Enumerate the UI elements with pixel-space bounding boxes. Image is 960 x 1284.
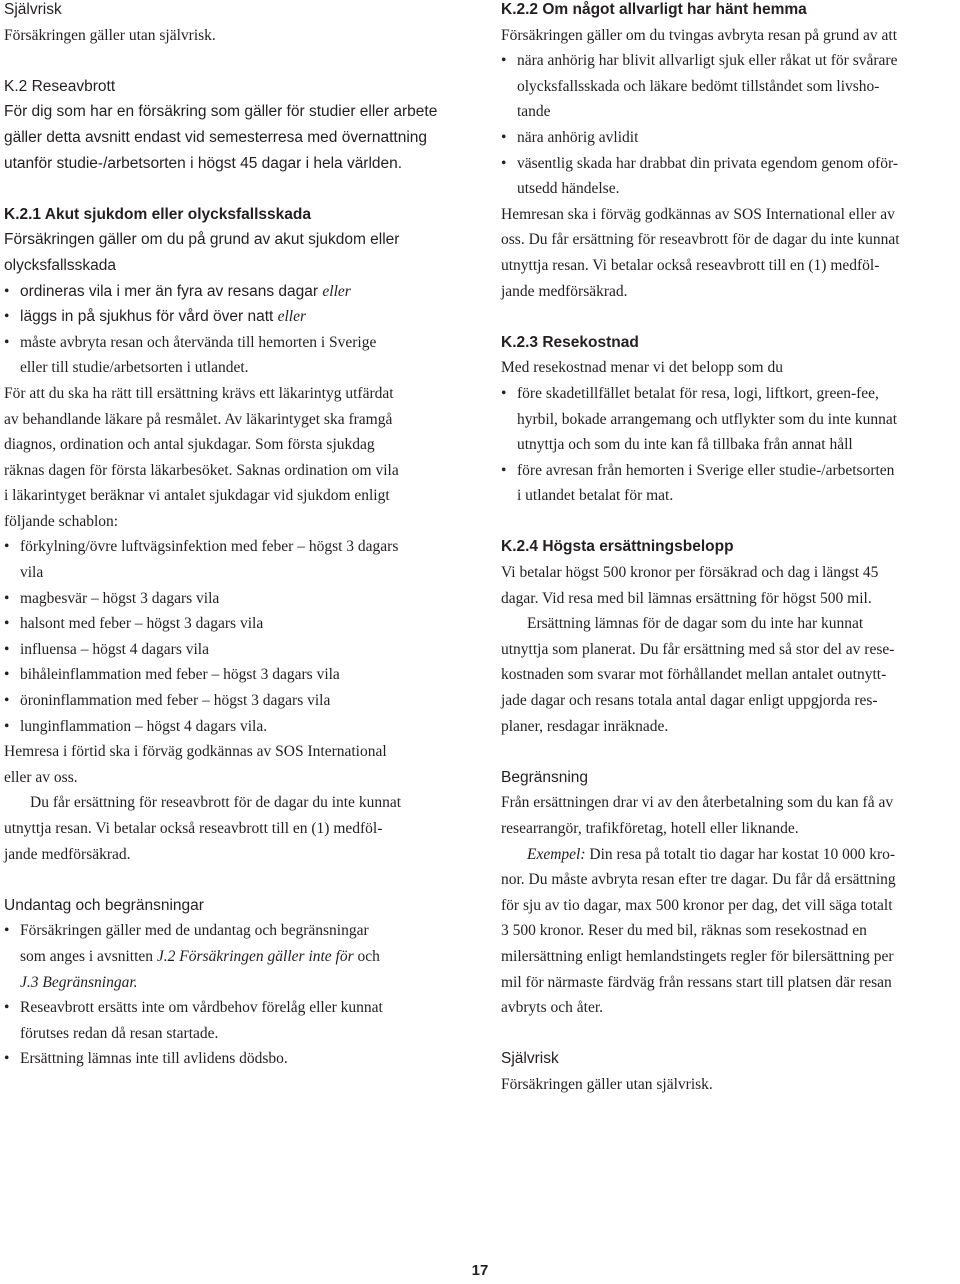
sjalvrisk-heading: Självrisk bbox=[501, 1050, 559, 1068]
k24-para-line: planer, resdagar inräknade. bbox=[501, 717, 669, 735]
schablon-item: • öroninflammation med feber – högst 3 dagars vila bbox=[4, 688, 476, 714]
k22-intro: Försäkringen gäller om du tvingas avbryta resan på grund av att bbox=[501, 26, 897, 44]
k2-text-line: utanför studie-/arbetsorten i högst 45 dagar i hela världen. bbox=[4, 154, 403, 172]
k21-bullet: • måste avbryta resan och återvända till hemorten i Sverige bbox=[4, 330, 476, 356]
k23-bullet-cont: utnyttja och som du inte kan få tillbaka från annat håll bbox=[517, 436, 853, 454]
k22-bullet: • nära anhörig avlidit bbox=[501, 125, 957, 151]
k21-para-line: följande schablon: bbox=[4, 512, 119, 530]
hemresa-line: eller av oss. bbox=[4, 768, 78, 786]
schablon-item: • bihåleinflammation med feber – högst 3 dagars vila bbox=[4, 662, 476, 688]
sjalvrisk-heading: Självrisk bbox=[4, 1, 62, 18]
schablon-item: • magbesvär – högst 3 dagars vila bbox=[4, 586, 476, 612]
undantag-bullet: • Försäkringen gäller med de undantag och begränsningar bbox=[4, 918, 476, 944]
schablon-item: • lunginflammation – högst 4 dagars vila. bbox=[4, 714, 476, 740]
k23-bullet-cont: i utlandet betalat för mat. bbox=[517, 487, 674, 505]
k2-text-line: gäller detta avsnitt endast vid semesterresa med övernattning bbox=[4, 128, 428, 146]
k21-para-line: För att du ska ha rätt till ersättning krävs ett läkarintyg utfärdat bbox=[4, 384, 394, 402]
undantag-bullet-cont: J.3 Begränsningar. bbox=[20, 973, 138, 991]
k24-para-line: utnyttja som planerat. Du får ersättning med så stor del av rese- bbox=[501, 640, 895, 658]
exempel-line: nor. Du måste avbryta resan efter tre dagar. Du får då ersättning bbox=[501, 871, 896, 889]
k21-para-line: i läkarintyget beräknar vi antalet sjukdagar vid sjukdom enligt bbox=[4, 487, 390, 505]
k24-para-line: Vi betalar högst 500 kronor per försäkrad och dag i längst 45 bbox=[501, 564, 879, 582]
k22-bullet-cont: olycksfallsskada och läkare bedömt tillståndet som livsho- bbox=[517, 77, 880, 95]
k21-intro-line: Försäkringen gäller om du på grund av akut sjukdom eller bbox=[4, 231, 400, 249]
k21-bullet: • läggs in på sjukhus för vård över natt eller bbox=[4, 304, 476, 330]
k22-para-line: Hemresan ska i förväg godkännas av SOS International eller av bbox=[501, 205, 895, 223]
k22-para-line: jande medförsäkrad. bbox=[501, 282, 628, 300]
section-k24-heading: K.2.4 Högsta ersättningsbelopp bbox=[501, 538, 734, 556]
k23-bullet: • före avresan från hemorten i Sverige eller studie-/arbetsorten bbox=[501, 458, 957, 484]
undantag-bullet: • Ersättning lämnas inte till avlidens dödsbo. bbox=[4, 1046, 476, 1072]
sjalvrisk-text: Försäkringen gäller utan självrisk. bbox=[4, 26, 216, 44]
exempel-line: för sju av tio dagar, max 500 kronor per dag, det vill säga totalt bbox=[501, 896, 893, 914]
schablon-item: • förkylning/övre luftvägsinfektion med feber – högst 3 dagars bbox=[4, 534, 476, 560]
k23-bullet-cont: hyrbil, bokade arrangemang och utflykter som du inte kunnat bbox=[517, 410, 898, 428]
k22-bullet: • väsentlig skada har drabbat din privata egendom genom oför- bbox=[501, 151, 957, 177]
right-column bbox=[501, 0, 957, 1098]
undantag-bullet-cont: som anges i avsnitten J.2 Försäkringen gäller inte för och bbox=[20, 947, 380, 965]
hemresa-line: Hemresa i förtid ska i förväg godkännas av SOS International bbox=[4, 743, 387, 761]
k22-bullet-cont: utsedd händelse. bbox=[517, 180, 620, 198]
k23-bullet: • före skadetillfället betalat för resa, logi, liftkort, green-fee, bbox=[501, 381, 957, 407]
k22-bullet: • nära anhörig har blivit allvarligt sjuk eller råkat ut för svårare bbox=[501, 48, 957, 74]
section-k22-heading: K.2.2 Om något allvarligt har hänt hemma bbox=[501, 1, 807, 18]
page-number: 17 bbox=[471, 1262, 489, 1279]
k21-para-line: diagnos, ordination och antal sjukdagar. Som första sjukdag bbox=[4, 436, 375, 454]
k21-para-line: räknas dagen för första läkarbesöket. Saknas ordination om vila bbox=[4, 461, 399, 479]
section-k21-heading: K.2.1 Akut sjukdom eller olycksfallsskada bbox=[4, 205, 311, 223]
k21-bullet-cont: eller till studie/arbetsorten i utlandet. bbox=[20, 359, 249, 377]
begransning-heading: Begränsning bbox=[501, 768, 589, 786]
undantag-heading: Undantag och begränsningar bbox=[4, 896, 204, 914]
k24-para-line: jade dagar och resans totala antal dagar enligt uppgjorda res- bbox=[501, 692, 878, 710]
k21-intro-line: olycksfallsskada bbox=[4, 256, 116, 274]
left-column bbox=[4, 0, 476, 1072]
exempel-line: 3 500 kronor. Reser du med bil, räknas som resekostnad en bbox=[501, 922, 867, 940]
ersattning-line: Du får ersättning för reseavbrott för de dagar du inte kunnat bbox=[30, 794, 402, 812]
k22-para-line: utnyttja resan. Vi betalar också reseavbrott till en (1) medföl- bbox=[501, 256, 880, 274]
k21-bullet: • ordineras vila i mer än fyra av resans dagar eller bbox=[4, 279, 476, 305]
k24-para-line: kostnaden som svarar mot förhållandet mellan antalet outnytt- bbox=[501, 666, 887, 684]
schablon-item: • influensa – högst 4 dagars vila bbox=[4, 637, 476, 663]
k22-para-line: oss. Du får ersättning för reseavbrott för de dagar du inte kunnat bbox=[501, 231, 900, 249]
k24-para-line: Ersättning lämnas för de dagar som du inte har kunnat bbox=[527, 615, 864, 633]
begransning-line: Från ersättningen drar vi av den återbetalning som du kan få av bbox=[501, 794, 894, 812]
exempel-line: mil för närmaste färdväg från ressans start till platsen där resan bbox=[501, 973, 892, 991]
begransning-line: researrangör, trafikföretag, hotell eller liknande. bbox=[501, 820, 799, 837]
schablon-item-cont: vila bbox=[20, 564, 44, 582]
k2-text-line: För dig som har en försäkring som gäller för studier eller arbete bbox=[4, 103, 438, 121]
k22-bullet-cont: tande bbox=[517, 103, 551, 121]
exempel-line: avbryts och åter. bbox=[501, 999, 604, 1017]
undantag-bullet: • Reseavbrott ersätts inte om vårdbehov förelåg eller kunnat bbox=[4, 995, 476, 1021]
k21-para-line: av behandlande läkare på resmålet. Av läkarintyget ska framgå bbox=[4, 410, 393, 428]
undantag-bullet-cont: förutses redan då resan startade. bbox=[20, 1024, 219, 1042]
k24-para-line: dagar. Vid resa med bil lämnas ersättning för högst 500 mil. bbox=[501, 589, 872, 607]
ersattning-line: jande medförsäkrad. bbox=[4, 845, 131, 863]
schablon-item: • halsont med feber – högst 3 dagars vila bbox=[4, 611, 476, 637]
section-k23-heading: K.2.3 Resekostnad bbox=[501, 333, 639, 351]
exempel-line: milersättning enligt hemlandstingets regler för bilersättning per bbox=[501, 947, 894, 965]
k23-intro: Med resekostnad menar vi det belopp som du bbox=[501, 359, 783, 377]
section-k2-heading: K.2 Reseavbrott bbox=[4, 77, 116, 95]
ersattning-line: utnyttja resan. Vi betalar också reseavbrott till en (1) medföl- bbox=[4, 820, 383, 837]
exempel-line: Exempel: Din resa på totalt tio dagar har kostat 10 000 kro- bbox=[527, 845, 896, 863]
sjalvrisk-text: Försäkringen gäller utan självrisk. bbox=[501, 1075, 713, 1093]
